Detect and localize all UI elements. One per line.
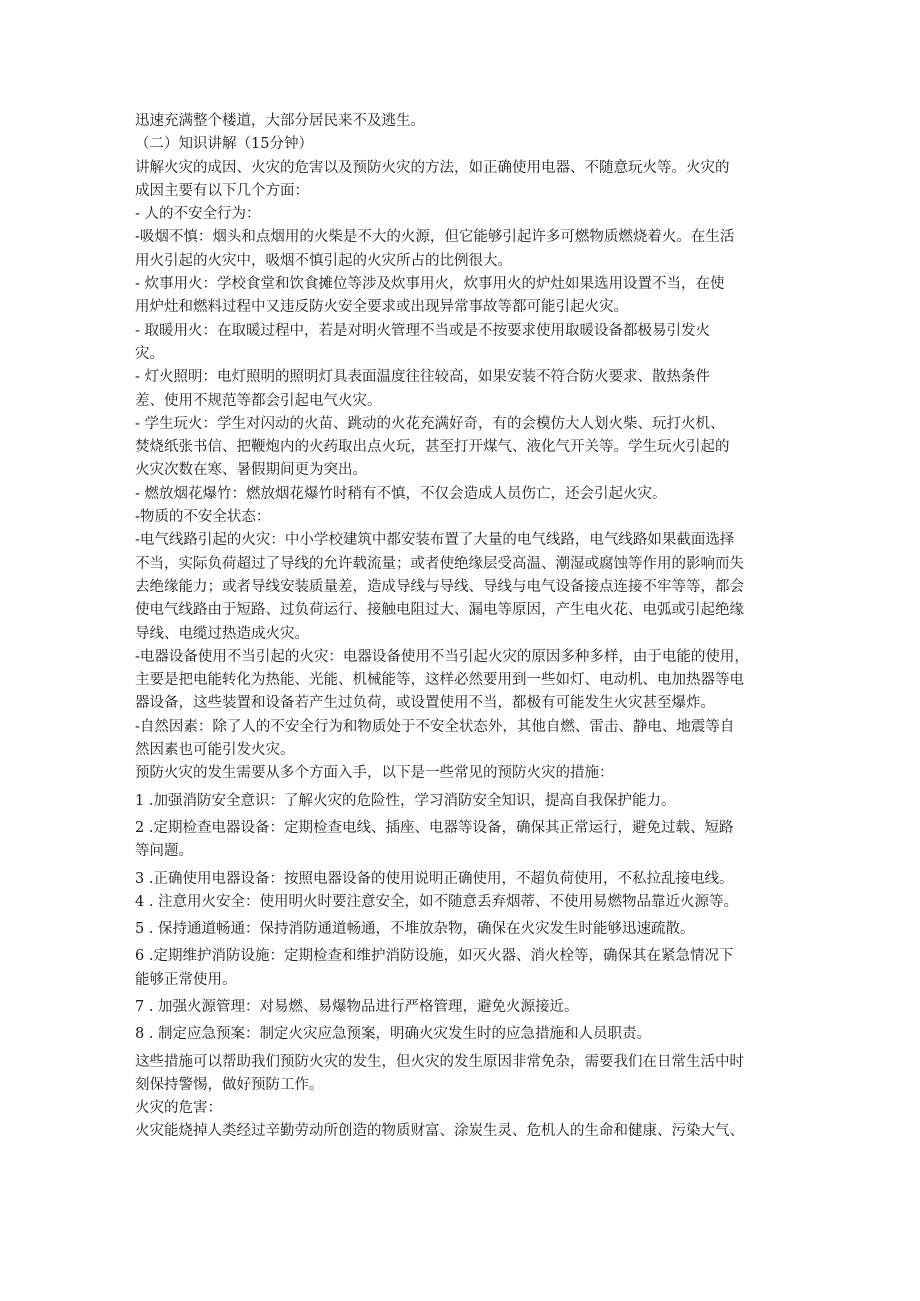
text-line: - 炊事用火：学校食堂和饮食摊位等涉及炊事用火，炊事用火的炉灶如果选用设置不当，在使 [135,276,725,293]
text-line: - 学生玩火：学生对闪动的火苗、跳动的火花充满好奇，有的会模仿大人划火柴、玩打火机、 [135,415,725,432]
text-line: 使电气线路由于短路、过负荷运行、接触电阻过大、漏电等原因，产生电火花、电弧或引起绝缘 [135,602,744,619]
list-item: 1 .加强消防安全意识：了解火灾的危险性，学习消防安全知识，提高自我保护能力。 [135,792,676,809]
text-line: 主要是把电能转化为热能、光能、机械能等，这样必然要用到一些如灯、电动机、电加热器等电 [135,672,744,689]
text-line: 预防火灾的发生需要从多个方面入手，以下是一些常见的预防火灾的措施： [135,765,614,782]
text-line: 成因主要有以下几个方面： [135,182,309,199]
text-line: -自然因素：除了人的不安全行为和物质处于不安全状态外，其他自燃、雷击、静电、地震等自 [135,718,735,735]
list-item: 8 . 制定应急预案：制定火灾应急预案，明确火灾发生时的应急措施和人员职责。 [135,1026,652,1043]
text-line: - 人的不安全行为： [135,206,261,223]
text-line: 能够正常使用。 [135,971,237,988]
section-heading: （二）知识讲解（15分钟） [135,136,313,153]
text-line: 火灾次数在寒、暑假期间更为突出。 [135,462,367,479]
text-line: 用火引起的火灾中，吸烟不慎引起的火灾所占的比例很大。 [135,252,512,269]
document-page [135,110,800,1144]
section-heading: 火灾的危害： [135,1100,222,1117]
text-line: 刻保持警惕，做好预防工作。 [135,1076,324,1093]
text-line: -物质的不安全状态： [135,509,271,526]
text-line: 不当，实际负荷超过了导线的允许载流量；或者使绝缘层受高温、潮湿或腐蚀等作用的影响而失 [135,555,744,572]
text-line: - 燃放烟花爆竹：燃放烟花爆竹时稍有不慎，不仅会造成人员伤亡，还会引起火灾。 [135,485,667,502]
text-line: 灾。 [135,345,164,362]
text-line: 导线、电缆过热造成火灾。 [135,625,309,642]
text-line: 讲解火灾的成因、火灾的危害以及预防火灾的方法，如正确使用电器、不随意玩火等。火灾的 [135,159,730,176]
text-line: -电器设备使用不当引起的火灾：电器设备使用不当引起火灾的原因多种多样，由于电能的使用， [135,648,749,665]
list-item: 3 .正确使用电器设备：按照电器设备的使用说明正确使用，不超负荷使用，不私拉乱接电线。 [135,870,734,887]
text-line: -吸烟不慎：烟头和点烟用的火柴是不大的火源，但它能够引起许多可燃物质燃烧着火。在生活 [135,229,735,246]
text-line: 迅速充满整个楼道，大部分居民来不及逃生。 [135,113,425,129]
text-line: 等问题。 [135,843,193,860]
text-line: 这些措施可以帮助我们预防火灾的发生，但火灾的发生原因非常免杂，需要我们在日常生活中时 [135,1053,744,1070]
text-line: 焚烧纸张书信、把鞭炮内的火药取出点火玩，甚至打开煤气、液化气开关等。学生玩火引起的 [135,439,730,456]
list-item: 2 .定期检查电器设备：定期检查电线、插座、电器等设备，确保其正常运行，避免过载、短路 [135,819,734,836]
text-line: -电气线路引起的火灾：中小学校建筑中都安装布置了大量的电气线路，电气线路如果截面选择 [135,532,735,549]
text-line: - 灯火照明：电灯照明的照明灯具表面温度往往较高，如果安装不符合防火要求、散热条件 [135,369,711,386]
text-line: 用炉灶和燃料过程中又违反防火安全要求或出现异常事故等都可能引起火灾。 [135,299,628,316]
text-line: 火灾能烧掉人类经过辛勤劳动所创造的物质财富、涂炭生灵、危机人的生命和健康、污染大气、 [135,1123,744,1140]
text-line: 然因素也可能引发火灾。 [135,742,295,759]
list-item: 4 . 注意用火安全：使用明火时要注意安全，如不随意丢弃烟蒂、不使用易燃物品靠近火源等。 [135,893,739,910]
list-item: 7 . 加强火源管理：对易燃、易爆物品进行严格管理，避免火源接近。 [135,998,579,1015]
text-line: 器设备，这些装置和设备若产生过负荷，或设置使用不当，都极有可能发生火灾甚至爆炸。 [135,695,715,712]
text-line: - 取暖用火：在取暖过程中，若是对明火管理不当或是不按要求使用取暖设备都极易引发火 [135,322,711,339]
text-line: 差、使用不规范等都会引起电气火灾。 [135,392,382,409]
list-item: 5 . 保持通道畅通：保持消防通道畅通，不堆放杂物，确保在火灾发生时能够迅速疏散。 [135,921,695,938]
text-line: 去绝缘能力；或者导线安装质量差，造成导线与导线、导线与电气设备接点连接不牢等等，都会 [135,578,744,595]
list-item: 6 .定期维护消防设施：定期检查和维护消防设施，如灭火器、消火栓等，确保其在紧急情况下 [135,948,734,965]
